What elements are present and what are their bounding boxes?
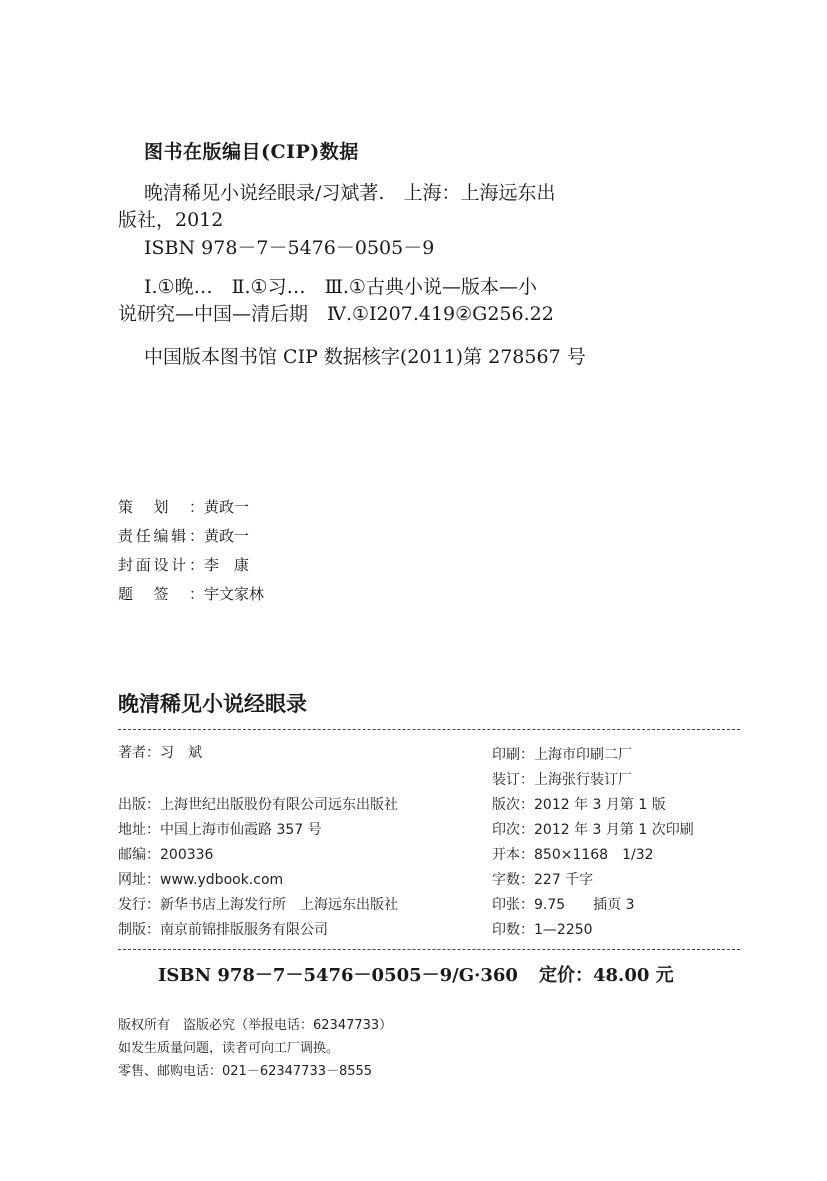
detail-website: 网址：www.ydbook.com [118, 872, 284, 888]
credit-planner [118, 496, 249, 517]
detail-printer: 印刷：上海市印刷二厂 [492, 747, 632, 763]
quality-notice: 如发生质量问题，读者可向工厂调换。 [118, 1041, 340, 1056]
credit-cover-design [118, 554, 249, 575]
credit-editor [118, 525, 249, 546]
retail-phone: 零售、邮购电话：021－62347733－8555 [118, 1064, 373, 1079]
credit-label: 封面设计： [118, 556, 204, 574]
cip-record-number: 中国版本图书馆 CIP 数据核字(2011)第 278567 号 [144, 346, 586, 368]
detail-format: 开本：850×1168 1/32 [492, 847, 654, 863]
credit-value: 李 康 [204, 556, 250, 574]
isbn-full: ISBN 978－7－5476－0505－9/G·360 [158, 965, 518, 986]
cip-publisher-line: 版社，2012 [118, 209, 224, 231]
cip-subject-line: Ⅰ.①晚… Ⅱ.①习… Ⅲ.①古典小说—版本—小 [144, 276, 537, 298]
dashed-divider-top [118, 729, 740, 730]
cip-isbn-line: ISBN 978－7－5476－0505－9 [144, 237, 435, 259]
cip-heading: 图书在版编目(CIP)数据 [144, 141, 359, 163]
copyright-notice: 版权所有 盗版必究（举报电话：62347733） [118, 1018, 393, 1033]
price: 定价：48.00 元 [539, 965, 674, 986]
credit-label: 责任编辑： [118, 527, 204, 545]
dashed-divider-bottom [118, 949, 740, 950]
detail-printing: 印次：2012 年 3 月第 1 次印刷 [492, 822, 694, 838]
credit-label: 题签： [118, 585, 204, 603]
detail-sheets: 印张：9.75 插页 3 [492, 897, 635, 913]
credit-calligraphy [118, 583, 264, 604]
book-title: 晚清稀见小说经眼录 [118, 692, 307, 716]
detail-publisher: 出版：上海世纪出版股份有限公司远东出版社 [118, 797, 398, 813]
detail-word-count: 字数：227 千字 [492, 872, 594, 888]
detail-edition: 版次：2012 年 3 月第 1 版 [492, 797, 666, 813]
cip-subject-line-cont: 说研究—中国—清后期 Ⅳ.①I207.419②G256.22 [118, 303, 554, 325]
credit-label: 策划： [118, 498, 204, 516]
detail-address: 地址：中国上海市仙霞路 357 号 [118, 822, 322, 838]
detail-binder: 装订：上海张行装订厂 [492, 772, 632, 788]
credit-value: 宇文家林 [204, 585, 265, 603]
cip-title-line: 晚清稀见小说经眼录/习斌著. 上海：上海远东出 [144, 182, 556, 204]
detail-print-run: 印数：1—2250 [492, 922, 593, 938]
detail-typesetting: 制版：南京前锦排版服务有限公司 [118, 922, 328, 938]
detail-distributor: 发行：新华书店上海发行所 上海远东出版社 [118, 897, 398, 913]
credit-value: 黄政一 [204, 527, 250, 545]
detail-author: 著者：习 斌 [118, 745, 202, 761]
credit-value: 黄政一 [204, 498, 250, 516]
detail-postcode: 邮编：200336 [118, 847, 214, 863]
